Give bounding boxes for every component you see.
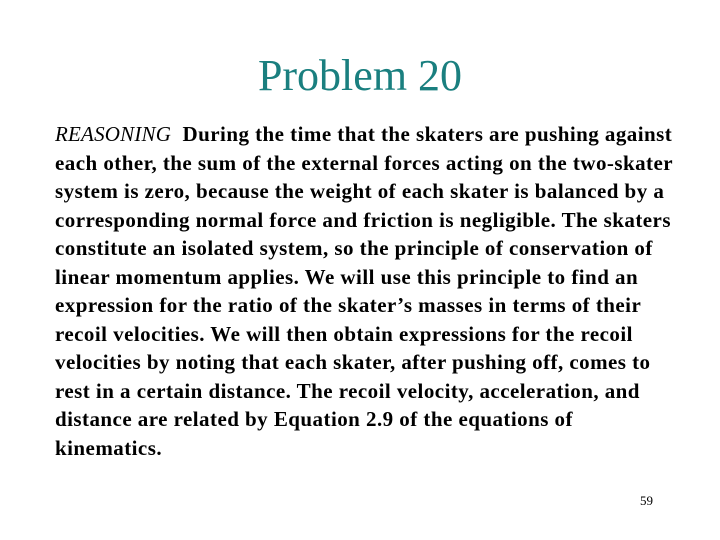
reasoning-paragraph — [55, 120, 680, 462]
slide-title: Problem 20 — [257, 51, 463, 100]
reasoning-text: During the time that the skaters are pushing against each other, the sum of the external forces acting on the two-skater system is zero, because the weight of each skater is balanced by a corresponding normal force and friction is negligible. The skaters constitute an isolated system, so the principle of conservation of linear momentum applies. We will use this principle to find an expression for the ratio of the skater’s masses in terms of their recoil velocities. We will then obtain expressions for the recoil velocities by noting that each skater, after pushing off, comes to rest in a certain distance. The recoil velocity, acceleration, and distance are related by Equation 2.9 of the equations of kinematics. — [55, 122, 673, 460]
reasoning-label: REASONING — [55, 122, 172, 146]
page-number: 59 — [640, 493, 653, 508]
